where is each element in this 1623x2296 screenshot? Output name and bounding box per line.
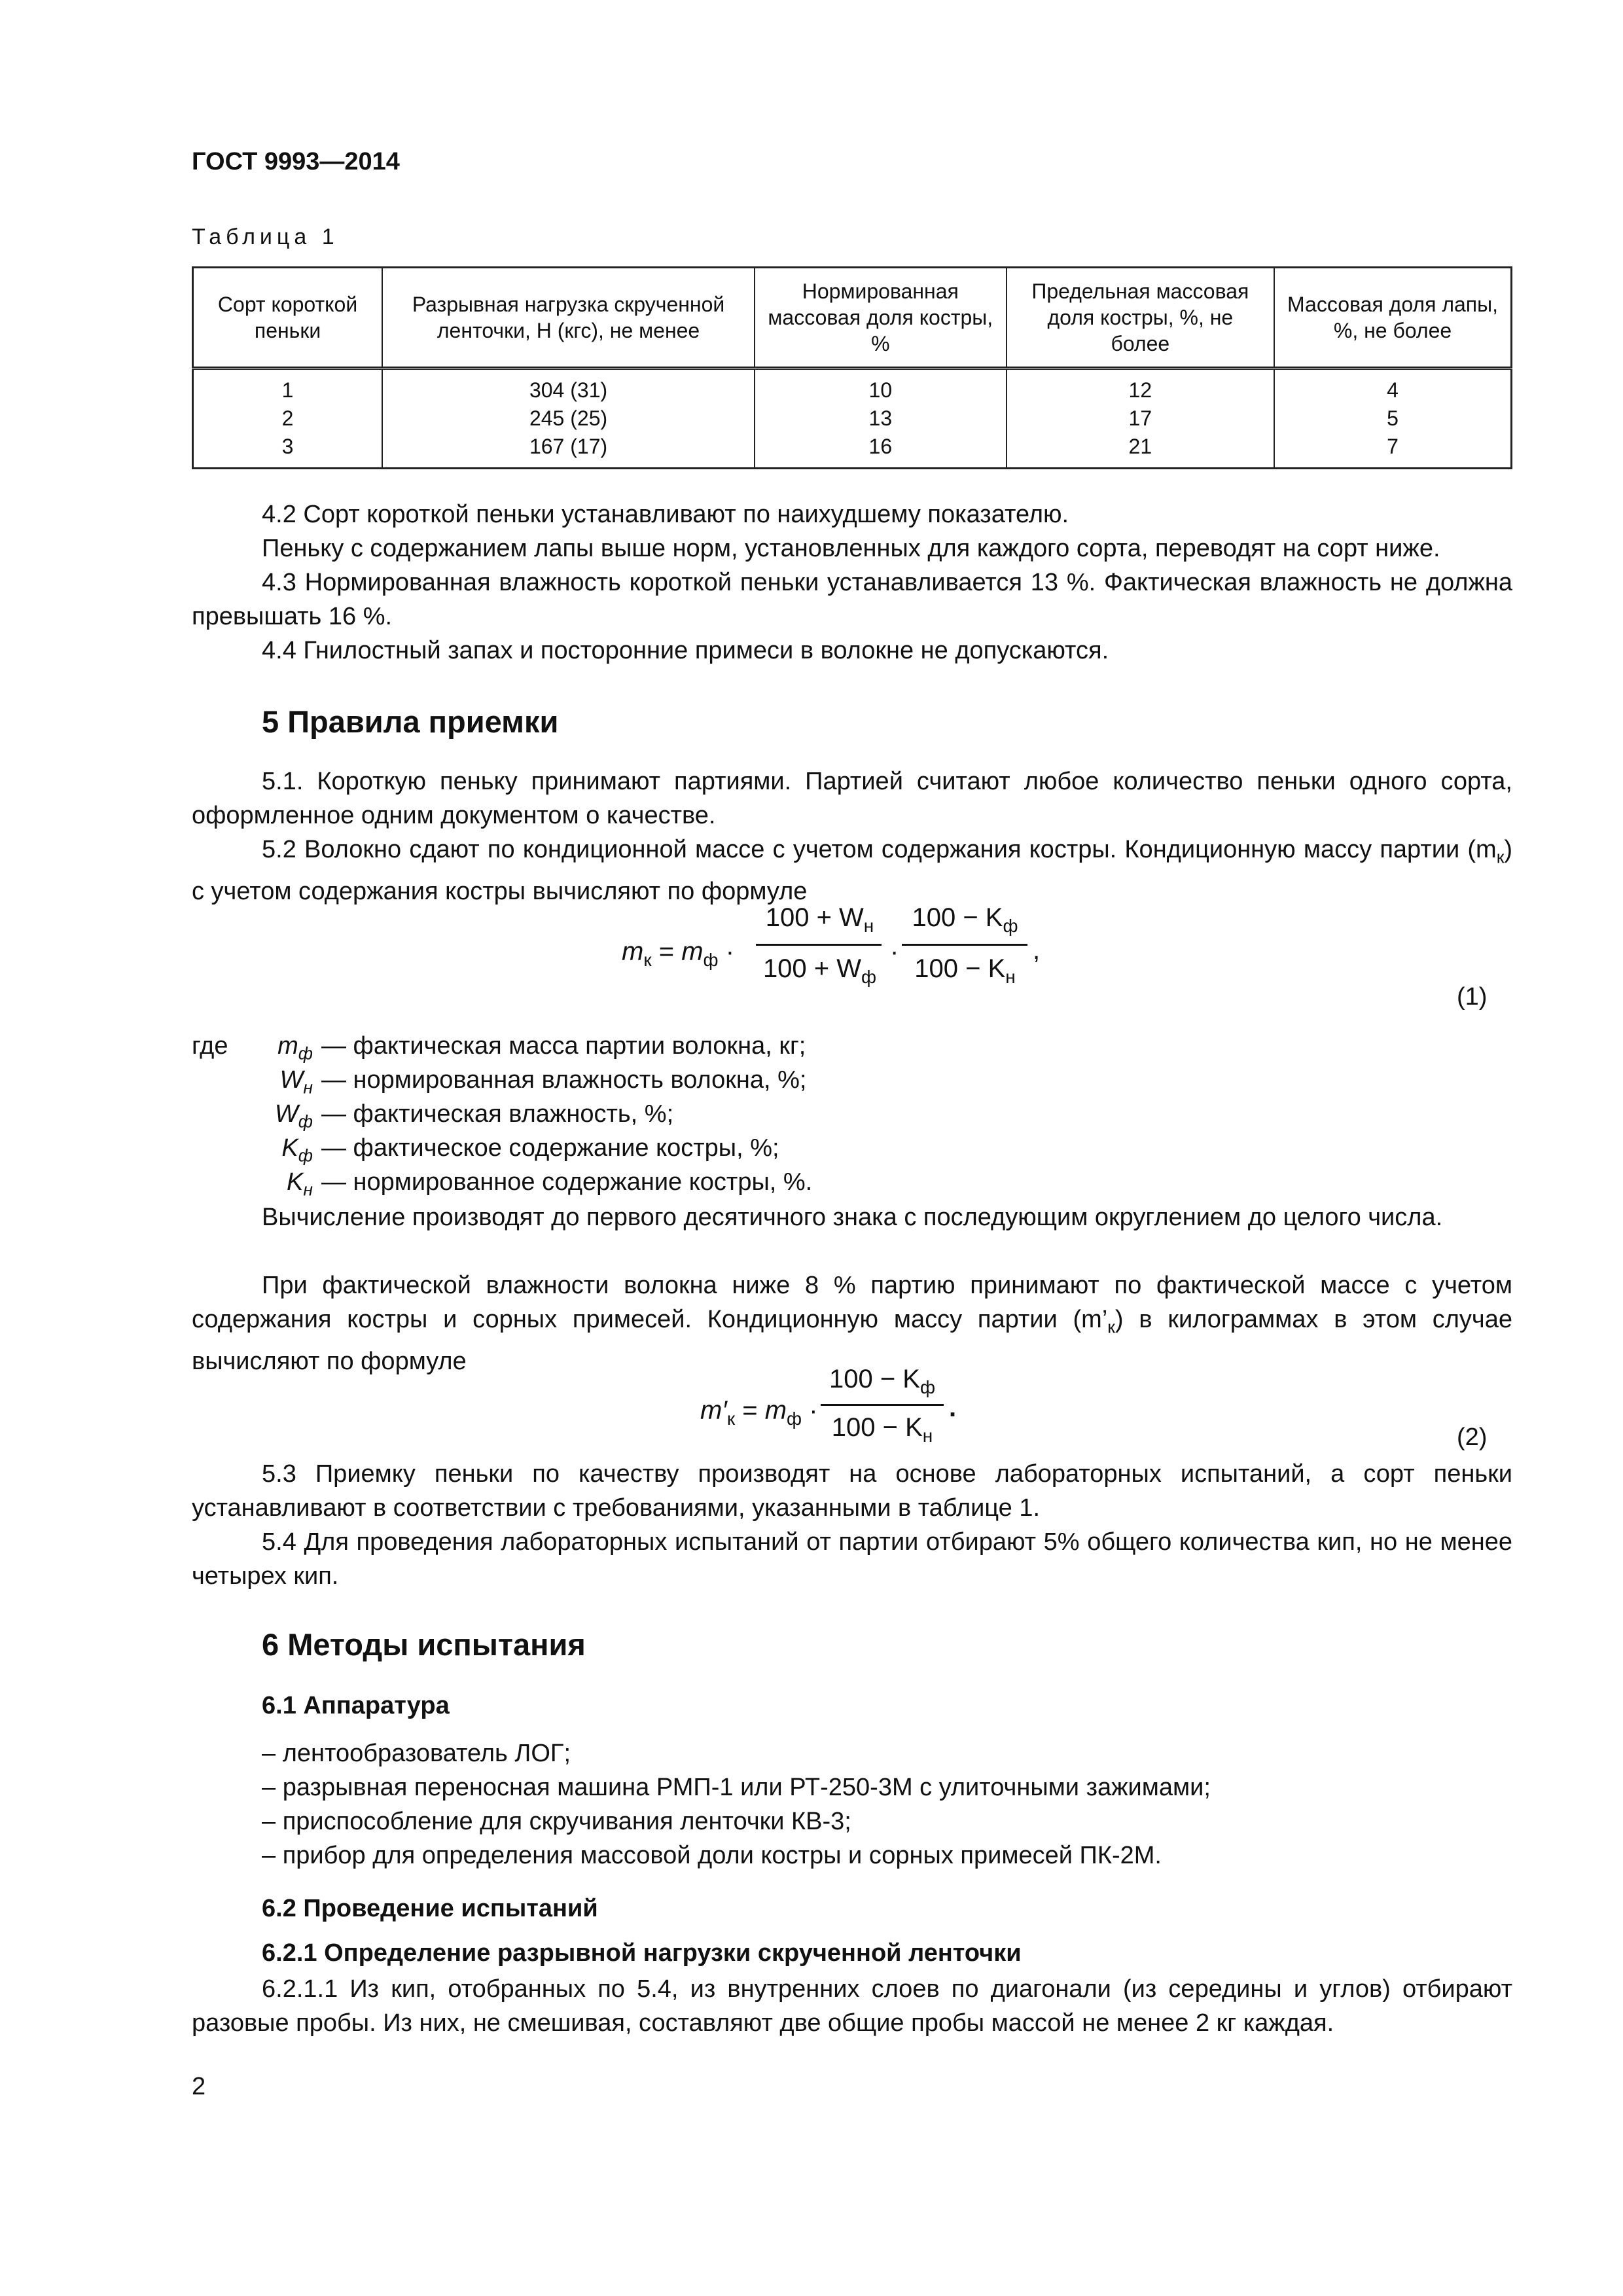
section-6-title: 6 Методы испытания — [262, 1627, 586, 1662]
document-header: ГОСТ 9993—2014 — [192, 148, 400, 175]
paragraph-6-2-1-1: 6.2.1.1 Из кип, отобранных по 5.4, из внутренних слоев по диагонали (из середины и углов) отбирают разовые пробы. Из них, не смешивая, составляют две общие пробы массой не менее 2 кг каждая. — [192, 1975, 1512, 2037]
table-cell: 16 — [755, 433, 1007, 469]
table-cell: 4 — [1274, 368, 1511, 405]
list-item: – разрывная переносная машина РМП-1 или РТ-250-3М с улиточными зажимами; — [262, 1774, 1211, 1801]
table-header-row — [193, 268, 1512, 368]
paragraph-5-1: 5.1. Короткую пеньку принимают партиями. Партией считают любое количество пеньки одного сорта, оформленное одним документом о качестве. — [192, 768, 1512, 829]
table-cell: 2 — [193, 404, 383, 433]
paragraph-low-humidity: При фактической влажности волокна ниже 8 % партию принимают по фактической массе с учетом содержания костры и сорных примесей. Кондиционную массу партии $(m’_к)$ в килограммах в этом случае вычисляют по формуле — [192, 1272, 1512, 1375]
standards-table — [192, 266, 1512, 469]
fraction-numerator: $100 - K_ф$ — [829, 1365, 936, 1397]
document-page: ГОСТ 9993—2014 Таблица 1 Сорт короткой пеньки Разрывная нагрузка скрученной ленточки, Н (кгс), не менее Нормированная массовая доля костры, % Предельная массовая доля костры, %, не более Массовая доля лапы, %, не более 1 304 (31) 10 12 4 2 245 (25) 13 17 5 3 167 (17) 16 21 7 4.2 Сорт короткой пеньки устанавливают по наихудшему показателю. Пеньку с содержанием лапы выше норм, установленных для каждого сорта, переводят на сорт ниже. 4.3 Нормированная влажность короткой пеньки устанавливается 13 %. Фактическая влажность не должна превышать 16 %. 4.4 Гнилостный запах и посторонние примеси в волокне не допускаются. 5 Правила приемки 5.1. Короткую пеньку принимают партиями. Партией считают любое количество пеньки одного сорта, оформленное одним документом о качестве. 5.2 Волокно сдают по кондиционной массе с учетом содержания костры. Кондиционную массу партии $(m_к)$ с учетом содержания костры вычисляют по формуле $m_к = m_ф$ · $100 + W_н$ $100 + W_ф$ · $100 - K_ф$ $100 - K_н$ , (1) где $m_ф$ — фактическая масса партии волокна, кг; $W_н$ — нормированная влажность волокна, %; $W_ф$ — фактическая влажность, %; $K_ф$ — фактическое содержание костры, %; $K_н$ — нормированное содержание костры, %. Вычисление производят до первого десятичного знака с последующим округлением до целого числа. При фактической влажности волокна ниже 8 % партию принимают по фактической массе с учетом содержания костры и сорных примесей. Кондиционную массу партии $(m’_к)$ в килограммах в этом случае вычисляют по формуле $m'_к = m_ф$ · $100 - K_ф$ $100 - K_н$ . (2) 5.3 Приемку пеньки по качеству производят на основе лабораторных испытаний, а сорт пеньки устанавливают в соответствии с требованиями, указанными в таблице 1. 5.4 Для проведения лабораторных испытаний от партии отбирают 5% общего количества кип, но не менее четырех кип. 6 Методы испытания 6.1 Аппаратура – лентообразователь ЛОГ; – разрывная переносная машина РМП-1 или РТ-250-3М с улиточными зажимами; – приспособление для скручивания ленточки КВ-3; – прибор для определения массовой доли костры и сорных примесей ПК-2М. 6.2 Проведение испытаний 6.2.1 Определение разрывной нагрузки скрученной ленточки 6.2.1.1 Из кип, отобранных по 5.4, из внутренних слоев по диагонали (из середины и углов) отбирают разовые пробы. Из них, не смешивая, составляют две общие пробы массой не менее 2 кг каждая. 2 — [192, 148, 1512, 2100]
table-row — [193, 368, 1512, 405]
table-cell: 1 — [193, 368, 383, 405]
paragraph-5-3: 5.3 Приемку пеньки по качеству производят на основе лабораторных испытаний, а сорт пеньки устанавливают в соответствии с требованиями, указанными в таблице 1. — [192, 1460, 1512, 1522]
formula-1: $m_к = m_ф$ · $100 + W_н$ $100 + W_ф$ · $100 - K_ф$ $100 - K_н$ , — [622, 903, 1041, 987]
fraction-denominator: $100 - K_н$ — [831, 1413, 933, 1446]
table-cell: 7 — [1274, 433, 1511, 469]
paragraph-5-2: 5.2 Волокно сдают по кондиционной массе с учетом содержания костры. Кондиционную массу партии $(m_к)$ с учетом содержания костры вычисляют по формуле — [192, 836, 1512, 905]
formula-2: $m'_к = m_ф$ · $100 - K_ф$ $100 - K_н$ . — [700, 1365, 957, 1446]
subsection-6-2-1-title: 6.2.1 Определение разрывной нагрузки скрученной ленточки — [262, 1939, 1022, 1967]
paragraph-4-2: 4.2 Сорт короткой пеньки устанавливают по наихудшему показателю. — [262, 501, 1069, 528]
fraction-bar — [902, 944, 1027, 946]
table-cell: 167 (17) — [382, 433, 755, 469]
table-cell: 17 — [1007, 404, 1274, 433]
fraction-bar — [756, 944, 882, 946]
table-cell: 12 — [1007, 368, 1274, 405]
table-cell: 21 — [1007, 433, 1274, 469]
subsection-6-1-title: 6.1 Аппаратура — [262, 1692, 450, 1719]
table-row — [193, 433, 1512, 469]
table-row — [193, 404, 1512, 433]
column-header: Массовая доля лапы, %, не более — [1274, 268, 1511, 368]
table-cell: 5 — [1274, 404, 1511, 433]
table-cell: 245 (25) — [382, 404, 755, 433]
paragraph-4-2-lapa: Пеньку с содержанием лапы выше норм, установленных для каждого сорта, переводят на сорт ниже. — [262, 535, 1440, 562]
column-header: Нормированная массовая доля костры, % — [755, 268, 1007, 368]
fraction-bar — [821, 1404, 944, 1406]
table-cell: 13 — [755, 404, 1007, 433]
table-cell: 10 — [755, 368, 1007, 405]
table-cell: 304 (31) — [382, 368, 755, 405]
legend-where: где — [192, 1032, 228, 1060]
table-cell: 3 — [193, 433, 383, 469]
paragraph-4-4: 4.4 Гнилостный запах и посторонние примеси в волокне не допускаются. — [262, 637, 1109, 664]
list-item: – лентообразователь ЛОГ; — [262, 1740, 571, 1767]
formula-1-number: (1) — [1457, 983, 1488, 1011]
fraction-2-numerator: $100 - K_ф$ — [912, 903, 1018, 936]
formula-2-number: (2) — [1457, 1424, 1488, 1451]
fraction-1-denominator: $100 + W_ф$ — [762, 954, 877, 987]
list-item: – приспособление для скручивания ленточки КВ-3; — [262, 1808, 851, 1835]
column-header: Сорт короткой пеньки — [193, 268, 383, 368]
column-header: Предельная массовая доля костры, %, не более — [1007, 268, 1274, 368]
page-number: 2 — [192, 2073, 206, 2100]
paragraph-4-3: 4.3 Нормированная влажность короткой пеньки устанавливается 13 %. Фактическая влажность не должна превышать 16 %. — [192, 569, 1512, 630]
column-header: Разрывная нагрузка скрученной ленточки, Н (кгс), не менее — [382, 268, 755, 368]
table-caption: Таблица 1 — [192, 224, 339, 249]
paragraph-5-4: 5.4 Для проведения лабораторных испытаний от партии отбирают 5% общего количества кип, но не менее четырех кип. — [192, 1528, 1512, 1590]
fraction-2-denominator: $100 - K_н$ — [914, 954, 1016, 987]
fraction-1-numerator: $100 + W_н$ — [765, 903, 874, 936]
subsection-6-2-title: 6.2 Проведение испытаний — [262, 1895, 598, 1922]
section-5-title: 5 Правила приемки — [262, 704, 559, 739]
paragraph-calculation: Вычисление производят до первого десятичного знака с последующим округлением до целого числа. — [262, 1204, 1443, 1231]
list-item: – прибор для определения массовой доли костры и сорных примесей ПК-2М. — [262, 1842, 1162, 1869]
